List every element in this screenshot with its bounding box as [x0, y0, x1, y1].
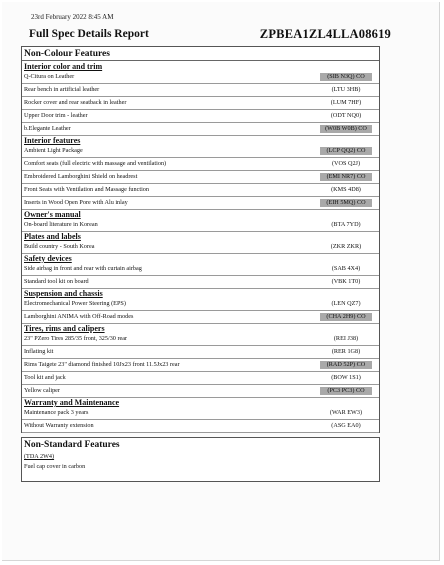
option-code: (CHA 2H9) CO: [320, 313, 372, 321]
feature-label: Inflating kit: [24, 348, 54, 355]
feature-row: [22, 123, 379, 136]
feature-label: Tool kit and jack: [24, 374, 66, 381]
feature-row: [22, 333, 379, 346]
feature-row: [22, 145, 379, 158]
feature-label: Q-Citura on Leather: [24, 73, 75, 80]
section-heading: Tires, rims and calipers: [24, 324, 105, 333]
option-code: (REI J38): [333, 334, 359, 342]
option-code: (WAR EW3): [329, 408, 363, 416]
feature-label: Lamborghini ANIMA with Off-Road modes: [24, 313, 134, 320]
non-standard-option-code: (TDA 2W4): [24, 453, 55, 460]
feature-row: [22, 298, 379, 311]
section-heading: Owner's manual: [24, 210, 81, 219]
option-code: (EMI NR7) CO: [320, 173, 372, 181]
feature-row: [22, 311, 379, 324]
feature-row: [22, 372, 379, 385]
option-code: (KMS 4D8): [331, 185, 361, 193]
feature-label: Rims Taigete 23" diamond finished 10Jx23 front 11.5Jx23 rear: [24, 361, 180, 368]
feature-row: [22, 197, 379, 210]
feature-label: Comfort seats (full electric with massage and ventilation): [24, 160, 167, 167]
feature-label: Embroidered Lamborghini Shield on headrest: [24, 173, 138, 180]
option-code: (LUM 7HF): [330, 98, 362, 106]
section-heading: Interior color and trim: [24, 62, 103, 71]
option-code: (PC3 PC3) CO: [320, 387, 372, 395]
feature-row: [22, 219, 379, 232]
feature-sections: [22, 62, 379, 433]
option-code: (VBK 1T0): [331, 277, 361, 285]
section-heading: Suspension and chassis: [24, 289, 103, 298]
option-code: (LEN QZ7): [331, 299, 361, 307]
feature-label: b.Elegante Leather: [24, 125, 71, 132]
option-code: (SIB N3Q) CO: [320, 73, 372, 81]
non-colour-features-box: [21, 46, 380, 433]
option-code: (RAD 52P) CO: [320, 361, 372, 369]
feature-row: [22, 171, 379, 184]
feature-label: Build country - South Korea: [24, 243, 95, 250]
feature-label: Side airbag in front and rear with curtain airbag: [24, 265, 142, 272]
option-code: (RER 1G8): [331, 347, 361, 355]
feature-row: [22, 84, 379, 97]
feature-label: Upper Door trim - leather: [24, 112, 88, 119]
feature-label: Yellow caliper: [24, 387, 60, 394]
feature-row: [22, 71, 379, 84]
report-datestamp: 23rd February 2022 8:45 AM: [31, 13, 114, 21]
feature-row: [22, 407, 379, 420]
feature-row: [22, 241, 379, 254]
option-code: (BOW 1S1): [331, 373, 361, 381]
feature-label: Maintenance pack 3 years: [24, 409, 89, 416]
report-title: Full Spec Details Report: [29, 28, 149, 40]
feature-row: [22, 97, 379, 110]
feature-label: Ambient Light Package: [24, 147, 83, 154]
feature-label: Inserts in Wood Open Pore with Alu inlay: [24, 199, 128, 206]
feature-label: On-board literature in Korean: [24, 221, 98, 228]
feature-row: [22, 385, 379, 398]
option-code: (ZKR ZKR): [330, 242, 362, 250]
option-code: (SAB 4X4): [331, 264, 361, 272]
non-standard-features-box: [21, 437, 380, 482]
non-standard-features-title: Non-Standard Features: [24, 440, 120, 450]
option-code: (W0B W0B) CO: [320, 125, 372, 133]
feature-row: [22, 276, 379, 289]
option-code: (ODT NQ0): [330, 111, 362, 119]
option-code: (LCP QQ2) CO: [320, 147, 372, 155]
feature-row: [22, 184, 379, 197]
feature-row: [22, 359, 379, 372]
feature-row: [22, 110, 379, 123]
non-standard-item-label: Fuel cap cover in carbon: [24, 463, 86, 470]
feature-label: Rear bench in artificial leather: [24, 86, 100, 93]
feature-row: [22, 263, 379, 276]
option-code: (ASG EA0): [331, 421, 361, 429]
feature-label: Without Warranty extension: [24, 422, 94, 429]
non-colour-features-title: Non-Colour Features: [22, 47, 379, 61]
section-heading: Plates and labels: [24, 232, 81, 241]
feature-label: Rocker cover and rear seatback in leather: [24, 99, 127, 106]
feature-row: [22, 420, 379, 433]
feature-label: Electromechanical Power Steering (EPS): [24, 300, 126, 307]
feature-row: [22, 346, 379, 359]
option-code: (EIH 5MQ) CO: [320, 199, 372, 207]
feature-row: [22, 158, 379, 171]
option-code: (VOS Q2J): [331, 159, 361, 167]
feature-label: Front Seats with Ventilation and Massage function: [24, 186, 149, 193]
section-heading: Warranty and Maintenance: [24, 398, 120, 407]
option-code: (LTU 3HB): [331, 85, 361, 93]
vehicle-vin: ZPBEA1ZL4LLA08619: [259, 27, 391, 41]
section-heading: Interior features: [24, 136, 81, 145]
option-code: (BTA 7YD): [331, 220, 361, 228]
feature-label: 23" PZero Tires 285/35 front, 325/30 rear: [24, 335, 128, 342]
section-heading: Safety devices: [24, 254, 72, 263]
feature-label: Standard tool kit on board: [24, 278, 89, 285]
